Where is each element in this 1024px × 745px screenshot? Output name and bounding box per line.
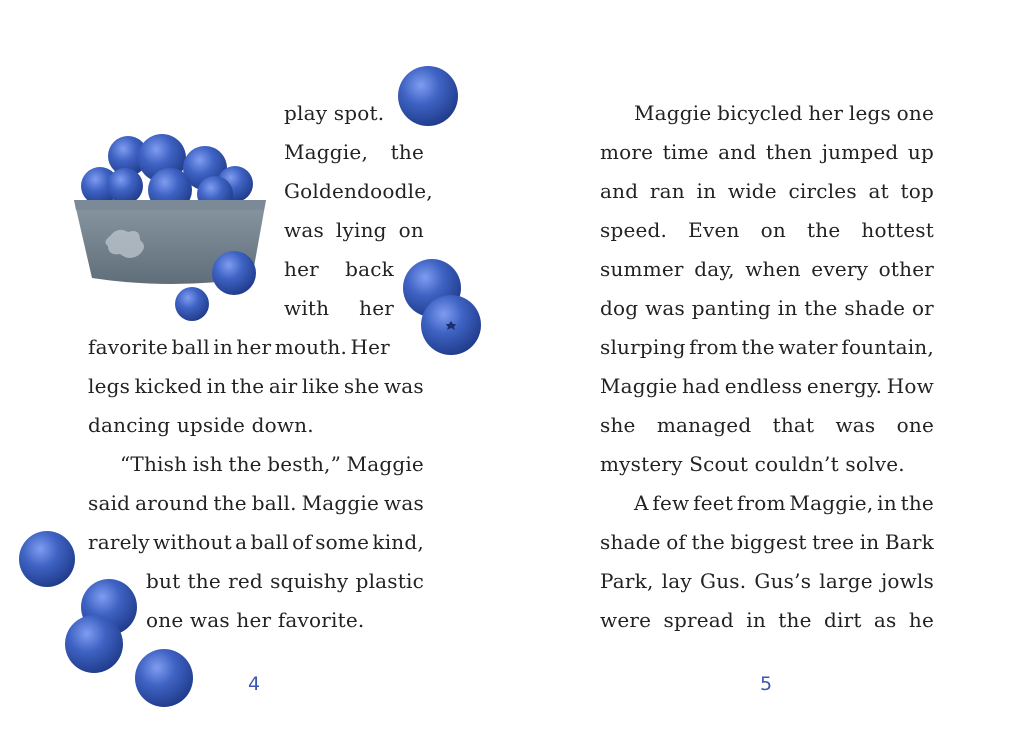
word: or [911, 296, 934, 320]
text-line: A few feet from Maggie, in the [634, 491, 934, 515]
word: besth,” [267, 452, 342, 476]
word: in [877, 491, 897, 515]
word: from [689, 335, 738, 359]
text-line: one was her favorite. [146, 608, 365, 632]
text-line: Park, lay Gus. Gus’s large jowls [600, 569, 934, 593]
word: dirt [823, 608, 862, 632]
word: Gus. [700, 569, 747, 593]
word: squishy [270, 569, 349, 593]
word: Her [350, 335, 390, 359]
word: the [187, 569, 221, 593]
word: plastic [355, 569, 424, 593]
word: around [135, 491, 209, 515]
word: on [398, 218, 424, 242]
text-line: with her [284, 296, 394, 320]
word: lay [661, 569, 692, 593]
word: shade [844, 296, 906, 320]
word: the [228, 452, 262, 476]
word: Bark [884, 530, 934, 554]
word: endless [724, 374, 803, 398]
text-line: slurping from the water fountain, [600, 335, 934, 359]
word: time [662, 140, 709, 164]
word: in [696, 179, 717, 203]
word: Maggie [301, 491, 380, 515]
word: ball [171, 335, 210, 359]
blueberry-icon [420, 294, 482, 356]
word: of [666, 530, 687, 554]
word: the [778, 608, 812, 632]
word: ball [250, 530, 289, 554]
text-line: dancing upside down. [88, 413, 314, 437]
blueberry-icon [64, 614, 124, 674]
blueberry-icon [211, 250, 257, 296]
text-line: Maggie bicycled her legs one [634, 101, 934, 125]
word: air [268, 374, 298, 398]
word: then [765, 140, 813, 164]
word: How [886, 374, 934, 398]
word: large [819, 569, 873, 593]
text-line: favorite ball in her mouth. Her [88, 335, 390, 359]
word: tree [812, 530, 855, 554]
word: ball. [251, 491, 297, 515]
word: a [235, 530, 248, 554]
text-line: speed. Even on the hottest [600, 218, 934, 242]
text-line: shade of the biggest tree in Bark [600, 530, 934, 554]
word: red [228, 569, 263, 593]
word: back [345, 257, 394, 281]
text-line: she managed that was one [600, 413, 934, 437]
word: managed [656, 413, 752, 437]
word: in [777, 296, 798, 320]
word: legs [848, 101, 891, 125]
word: her [359, 296, 394, 320]
text-line: mystery Scout couldn’t solve. [600, 452, 905, 476]
word: hottest [861, 218, 934, 242]
word: was [645, 296, 685, 320]
word: mouth. [274, 335, 348, 359]
word: the [807, 218, 841, 242]
word: the [691, 530, 725, 554]
text-line: Maggie had endless energy. How [600, 374, 934, 398]
text-line: play spot. [284, 101, 385, 125]
word: was [383, 374, 424, 398]
word: from [736, 491, 786, 515]
word: and [718, 140, 757, 164]
text-line: was lying on [284, 218, 424, 242]
word: every [811, 257, 869, 281]
word: energy. [806, 374, 883, 398]
text-line: were spread in the dirt as he [600, 608, 934, 632]
word: like [301, 374, 340, 398]
word: in [206, 374, 227, 398]
word: fountain, [841, 335, 934, 359]
word: Even [688, 218, 740, 242]
word: one [896, 413, 934, 437]
text-line: but the red squishy plastic [146, 569, 424, 593]
word: ran [649, 179, 685, 203]
blueberry-icon [18, 530, 76, 588]
word: the [900, 491, 934, 515]
word: her [808, 101, 844, 125]
word: the [390, 140, 424, 164]
text-line: summer day, when every other [600, 257, 934, 281]
word: had [681, 374, 721, 398]
word: panting [691, 296, 771, 320]
text-line: more time and then jumped up [600, 140, 934, 164]
word: as [873, 608, 897, 632]
text-line: legs kicked in the air like she was [88, 374, 424, 398]
text-line: rarely without a ball of some kind, [88, 530, 424, 554]
text-line: and ran in wide circles at top [600, 179, 934, 203]
word: Maggie [346, 452, 424, 476]
text-line: said around the ball. Maggie was [88, 491, 424, 515]
blueberry-icon [134, 648, 194, 708]
word: he [908, 608, 934, 632]
word: at [868, 179, 889, 203]
text-line: Maggie, the [284, 140, 424, 164]
page-number-left: 4 [248, 673, 261, 695]
word: feet [693, 491, 734, 515]
word: jowls [880, 569, 934, 593]
word: kicked [134, 374, 203, 398]
word: few [652, 491, 690, 515]
word: the [804, 296, 838, 320]
word: of [292, 530, 312, 554]
word: lying [335, 218, 387, 242]
word: without [153, 530, 232, 554]
word: one [896, 101, 934, 125]
word: in [213, 335, 233, 359]
page-number-right: 5 [760, 673, 773, 695]
word: biggest [730, 530, 807, 554]
word: in [859, 530, 880, 554]
word: on [760, 218, 786, 242]
word: in [746, 608, 766, 632]
word: her [236, 335, 272, 359]
word: was [384, 491, 424, 515]
word: kind, [372, 530, 424, 554]
blueberry-icon [174, 286, 210, 322]
word: the [230, 374, 265, 398]
word: the [213, 491, 247, 515]
text-line: dog was panting in the shade or [600, 296, 934, 320]
word: other [878, 257, 934, 281]
word: bicycled [717, 101, 803, 125]
word: day, [694, 257, 735, 281]
word: spread [663, 608, 734, 632]
word: was [835, 413, 876, 437]
word: ish [192, 452, 223, 476]
text-line: “Thish ish the besth,” Maggie [120, 452, 424, 476]
word: water [778, 335, 838, 359]
word: she [343, 374, 380, 398]
word: jumped [821, 140, 899, 164]
word: Gus’s [754, 569, 812, 593]
word: the [741, 335, 775, 359]
word: that [772, 413, 815, 437]
word: Maggie, [789, 491, 874, 515]
word: top [900, 179, 934, 203]
text-line: her back [284, 257, 394, 281]
text-line: Goldendoodle, [284, 179, 433, 203]
word: some [315, 530, 370, 554]
word: wide [727, 179, 777, 203]
word: circles [788, 179, 857, 203]
word: when [745, 257, 801, 281]
word: up [907, 140, 934, 164]
